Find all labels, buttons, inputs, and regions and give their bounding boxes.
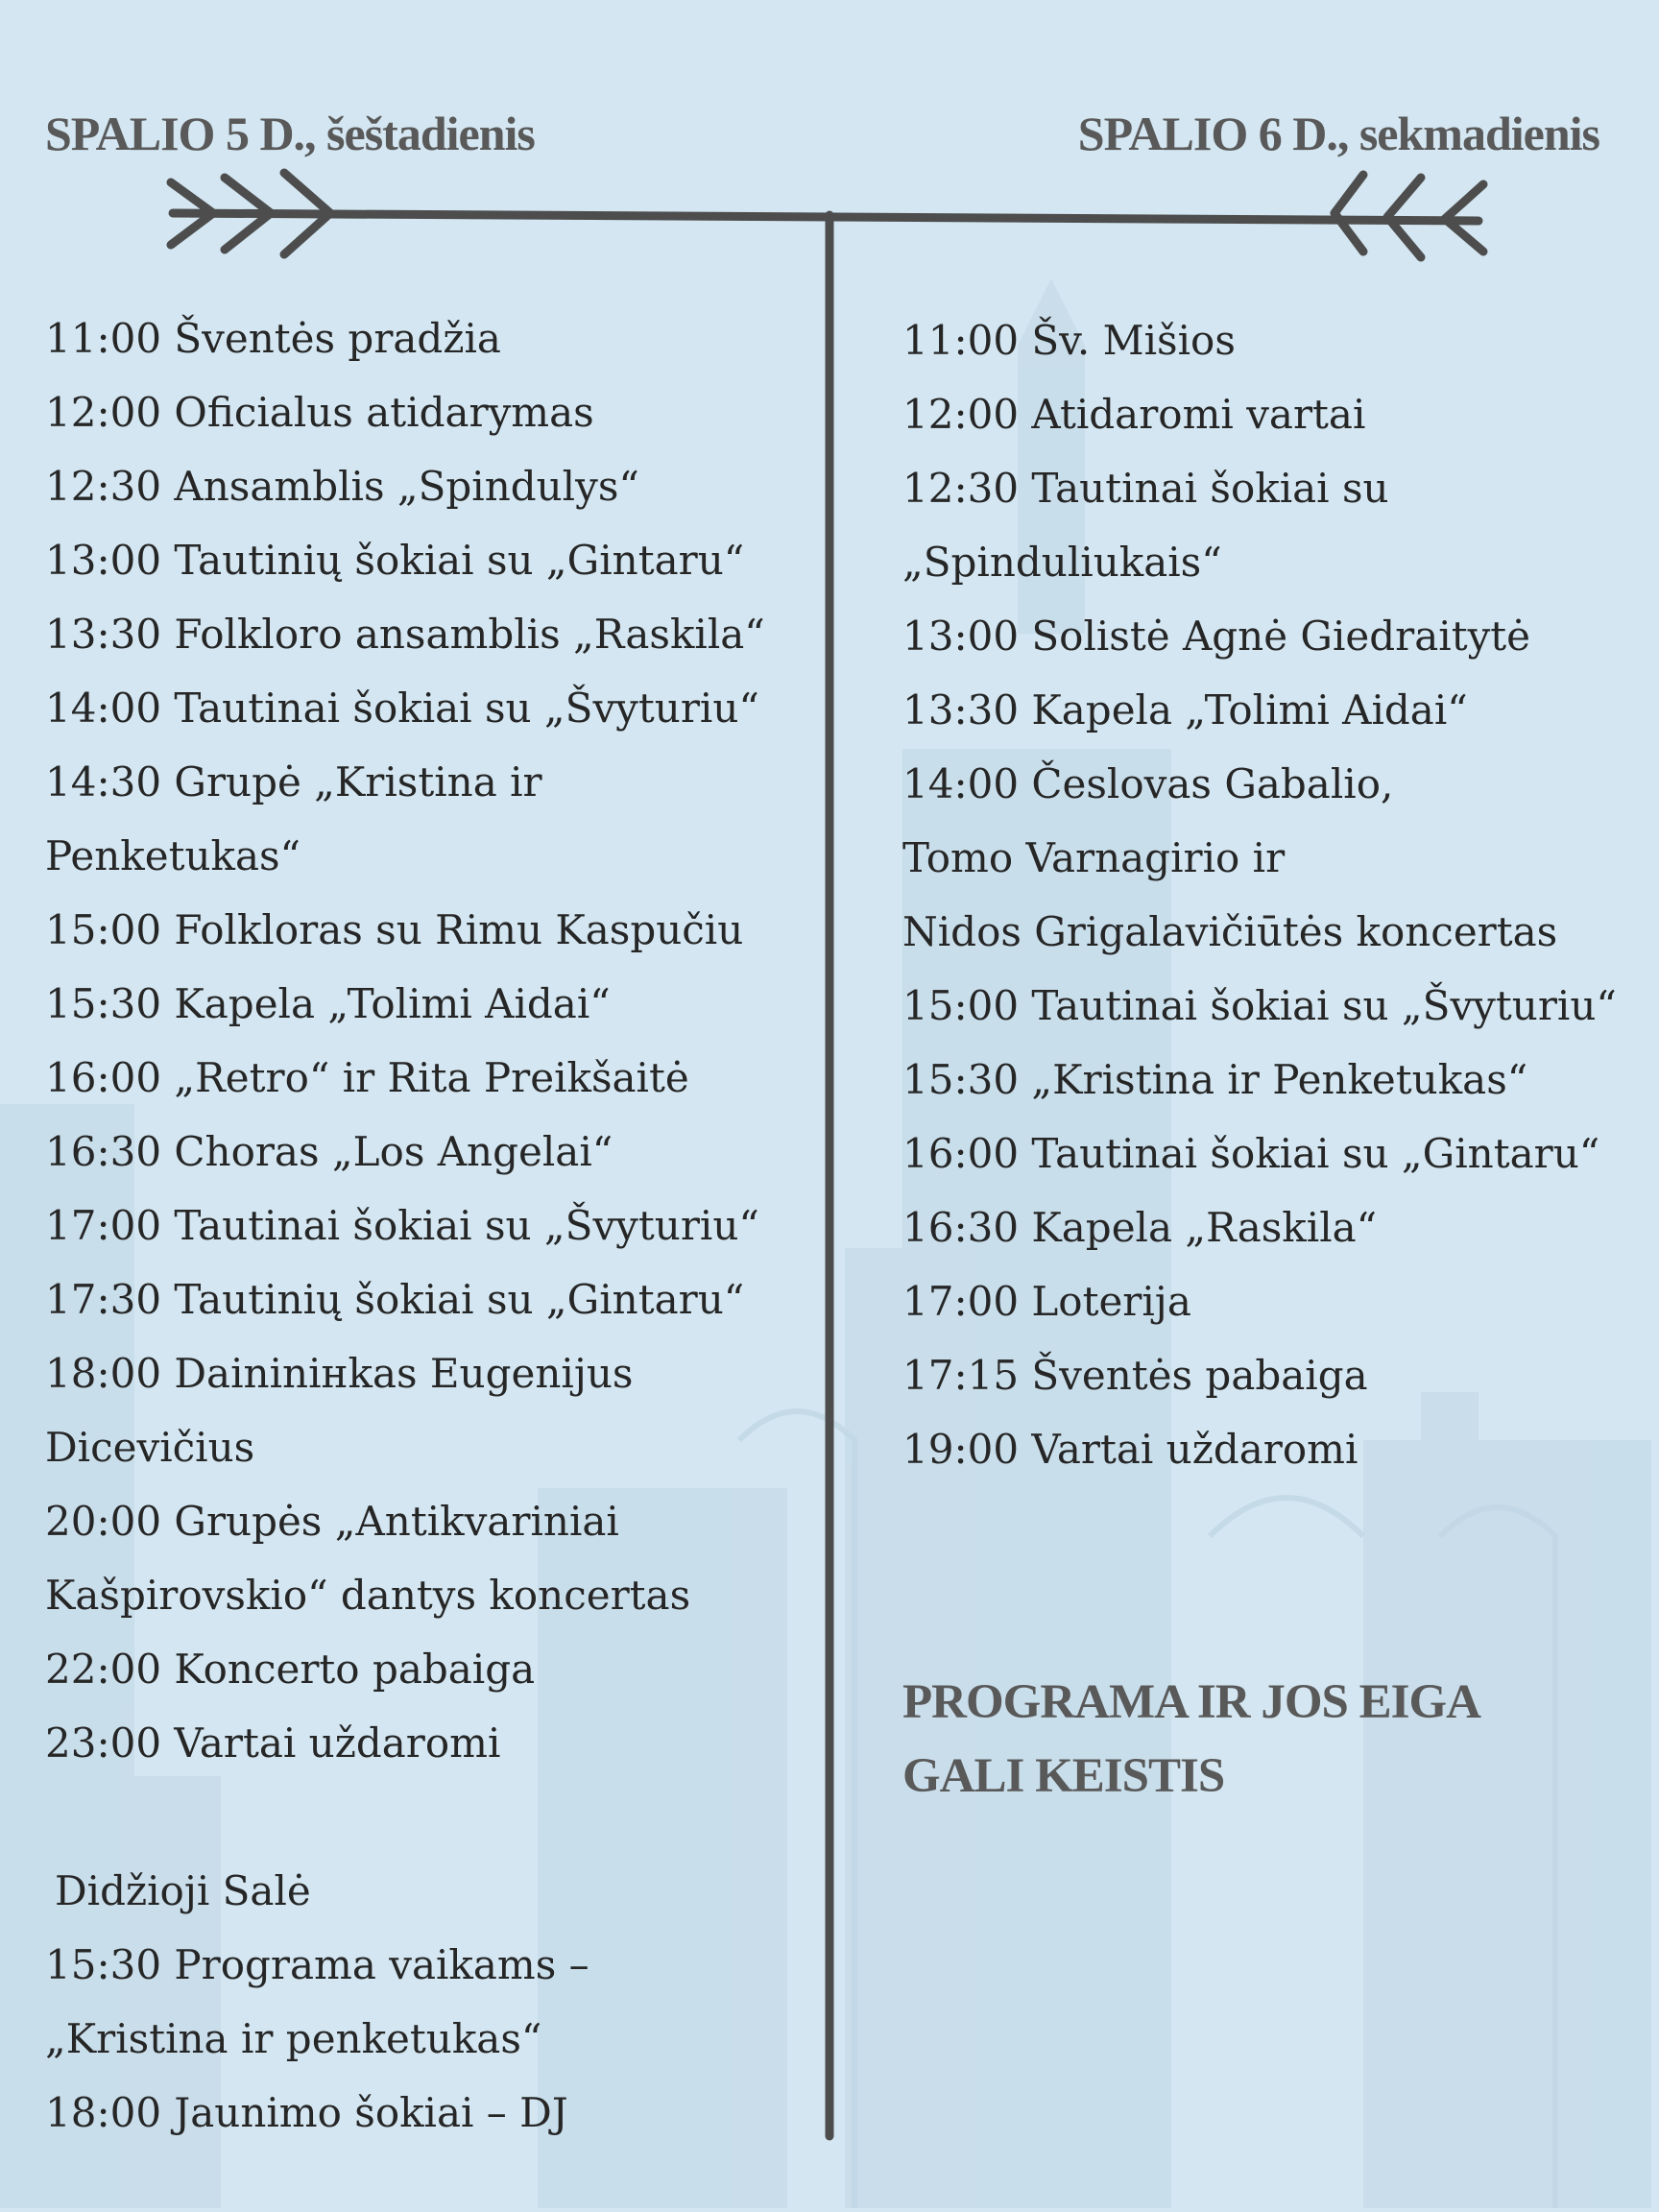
schedule-item: 16:30 Choras „Los Angelai“ <box>45 1128 613 1175</box>
schedule-item: 15:00 Folkloras su Rimu Kaspučiu <box>45 906 744 953</box>
schedule-item: 14:00 Česlovas Gabalio, <box>902 760 1394 807</box>
schedule-item: 17:15 Šventės pabaiga <box>902 1352 1368 1399</box>
hall-item: 15:30 Programa vaikams – <box>45 1941 589 1988</box>
schedule-item: „Spinduliukais“ <box>902 539 1222 586</box>
schedule-item: Kašpirovskio“ dantys koncertas <box>45 1572 691 1619</box>
schedule-item: 19:00 Vartai uždaromi <box>902 1426 1358 1473</box>
hall-item: 18:00 Jaunimo šokiai – DJ <box>45 2089 568 2136</box>
schedule-item: Tomo Varnagirio ir <box>902 834 1286 881</box>
schedule-item: 23:00 Vartai uždaromi <box>45 1719 501 1767</box>
schedule-item: 16:00 Tautinai šokiai su „Gintaru“ <box>902 1130 1600 1177</box>
sunday-heading: SPALIO 6 D., sekmadienis <box>1077 107 1599 160</box>
schedule-item: 18:00 Daininінkas Eugenijus <box>45 1350 634 1397</box>
schedule-item: 14:30 Grupė „Kristina ir <box>45 758 542 805</box>
schedule-item: Penketukas“ <box>45 832 301 879</box>
schedule-item: Dicevičius <box>45 1424 255 1471</box>
sunday-schedule <box>902 303 1651 1486</box>
schedule-item: 15:30 „Kristina ir Penketukas“ <box>902 1056 1528 1103</box>
schedule-item: 13:30 Kapela „Tolimi Aidai“ <box>902 686 1468 733</box>
schedule-item: 12:30 Ansamblis „Spindulys“ <box>45 463 639 510</box>
notice-line: PROGRAMA IR JOS EIGA <box>902 1675 1480 1729</box>
schedule-item: 15:30 Kapela „Tolimi Aidai“ <box>45 980 611 1027</box>
hall-item: „Kristina ir penketukas“ <box>45 2015 542 2062</box>
schedule-item: 17:30 Tautinių šokiai su „Gintaru“ <box>45 1276 745 1323</box>
schedule-item: 17:00 Loterija <box>902 1278 1191 1325</box>
schedule-item: 16:00 „Retro“ ir Rita Preikšaitė <box>45 1054 689 1101</box>
saturday-schedule <box>45 301 813 2150</box>
spacer <box>45 1780 813 1854</box>
schedule-item: 22:00 Koncerto pabaiga <box>45 1646 536 1693</box>
schedule-item: 13:00 Tautinių šokiai su „Gintaru“ <box>45 537 745 584</box>
saturday-heading: SPALIO 5 D., šeštadienis <box>45 107 535 160</box>
schedule-item: 15:00 Tautinai šokiai su „Švyturiu“ <box>902 982 1617 1029</box>
schedule-item: 14:00 Tautinai šokiai su „Švyturiu“ <box>45 685 759 732</box>
schedule-item: 13:30 Folkloro ansamblis „Raskila“ <box>45 611 765 658</box>
schedule-item: 16:30 Kapela „Raskila“ <box>902 1204 1378 1251</box>
notice-line: GALI KEISTIS <box>902 1749 1225 1803</box>
schedule-item: 17:00 Tautinai šokiai su „Švyturiu“ <box>45 1202 759 1249</box>
schedule-item: 11:00 Šventės pradžia <box>45 315 501 362</box>
change-notice <box>902 1666 1480 1814</box>
schedule-item: 11:00 Šv. Mišios <box>902 317 1236 364</box>
schedule-item: 13:00 Solistė Agnė Giedraitytė <box>902 613 1531 660</box>
hall-title: Didžioji Salė <box>55 1867 311 1914</box>
schedule-item: Nidos Grigalavičiūtės koncertas <box>902 908 1558 955</box>
schedule-item: 12:30 Tautinai šokiai su <box>902 465 1389 512</box>
schedule-item: 20:00 Grupės „Antikvariniai <box>45 1498 619 1545</box>
schedule-item: 12:00 Atidaromi vartai <box>902 391 1366 438</box>
schedule-item: 12:00 Oficialus atidarymas <box>45 389 594 436</box>
